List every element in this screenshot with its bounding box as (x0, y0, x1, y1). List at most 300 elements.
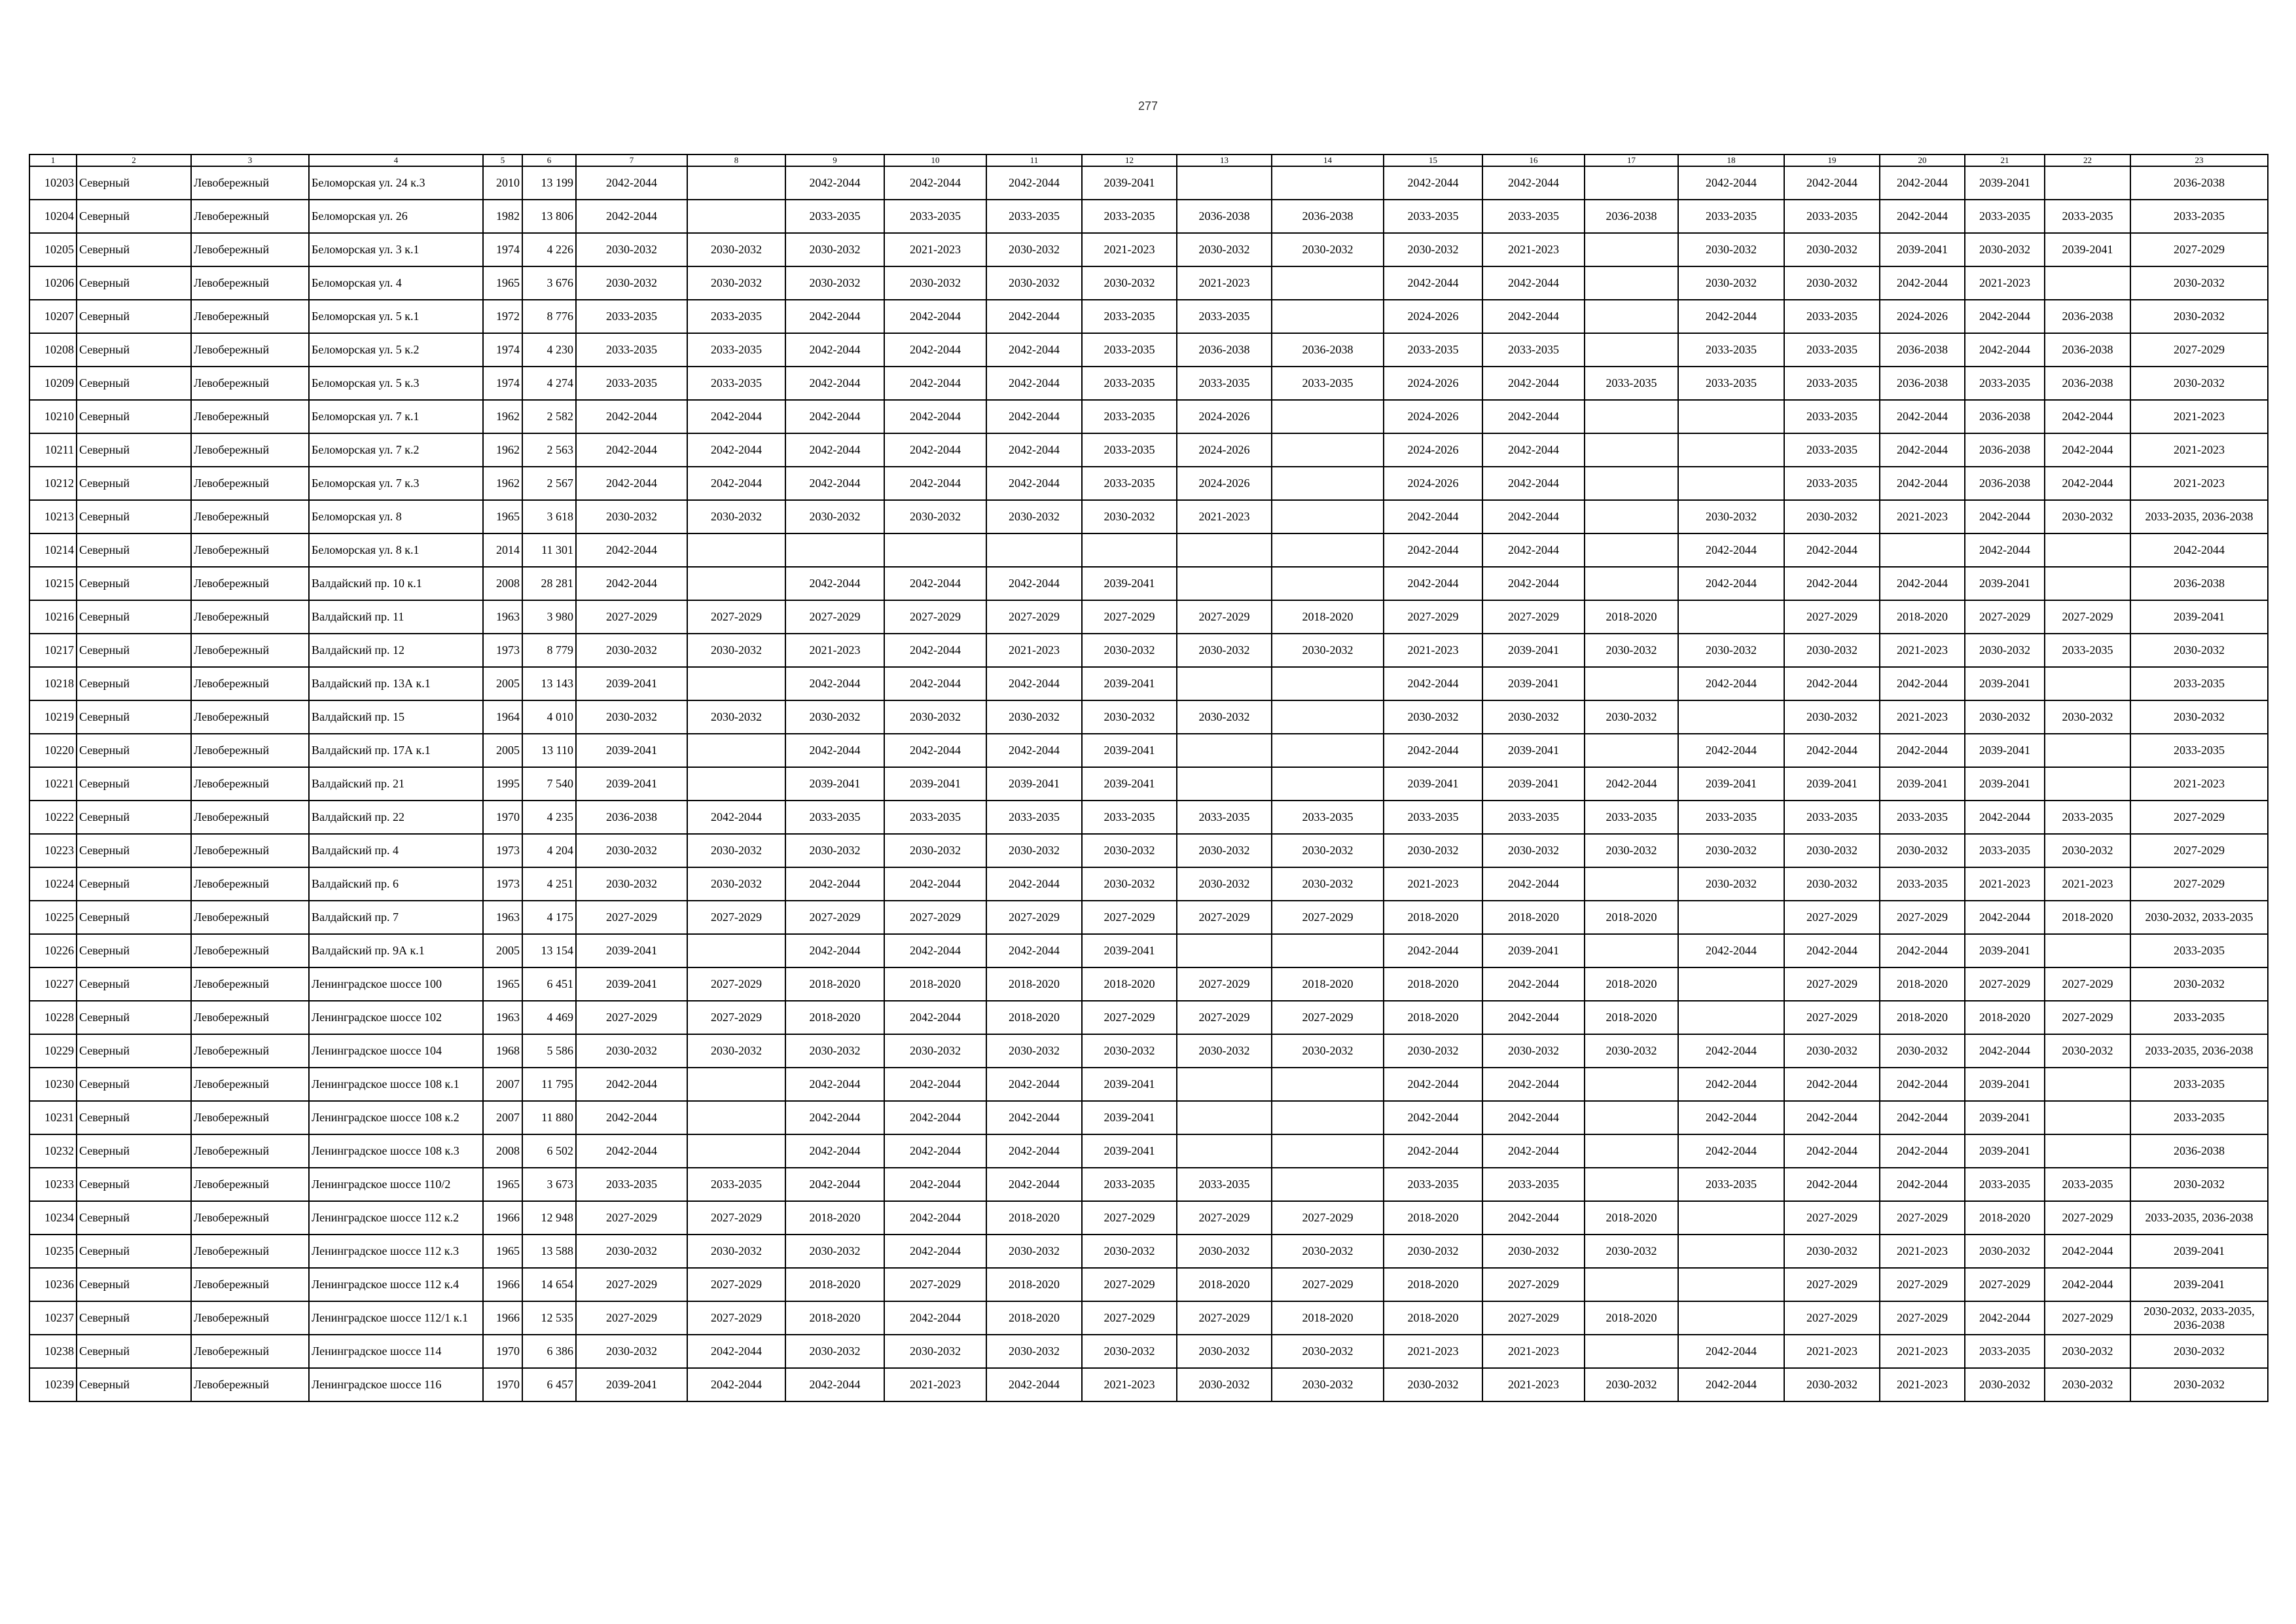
table-cell: 2042-2044 (884, 1068, 986, 1101)
table-cell: Левобережный (191, 767, 309, 801)
table-cell: 10227 (29, 967, 77, 1001)
table-cell (785, 533, 884, 567)
table-cell: 2027-2029 (1880, 901, 1965, 934)
table-cell: 2018-2020 (1384, 901, 1482, 934)
table-cell: 2033-2035 (1482, 333, 1585, 367)
table-cell: 10216 (29, 600, 77, 634)
table-cell: 2042-2044 (884, 867, 986, 901)
table-row (29, 1335, 2268, 1368)
table-cell: 1965 (483, 1235, 522, 1268)
table-cell: 10234 (29, 1201, 77, 1235)
table-cell: Левобережный (191, 433, 309, 467)
table-cell: 2042-2044 (884, 634, 986, 667)
table-cell (687, 734, 785, 767)
table-cell: 2027-2029 (1272, 1201, 1384, 1235)
table-cell: Левобережный (191, 801, 309, 834)
table-cell (1585, 667, 1678, 700)
table-cell (1585, 867, 1678, 901)
table-cell: 2027-2029 (2045, 1001, 2130, 1034)
table-cell: 2007 (483, 1068, 522, 1101)
table-cell: 2042-2044 (884, 467, 986, 500)
table-cell (1585, 734, 1678, 767)
table-cell: Левобережный (191, 1034, 309, 1068)
table-cell: 4 204 (522, 834, 576, 867)
table-cell: 2018-2020 (1272, 600, 1384, 634)
table-cell: 10231 (29, 1101, 77, 1134)
table-cell: 2033-2035 (1784, 801, 1880, 834)
table-cell: 1995 (483, 767, 522, 801)
table-cell: 2042-2044 (1678, 1068, 1784, 1101)
table-cell (1585, 1134, 1678, 1168)
table-cell: 2042-2044 (1678, 567, 1784, 600)
table-cell: 2036-2038 (1880, 333, 1965, 367)
table-cell: Северный (77, 734, 191, 767)
table-cell: 10226 (29, 934, 77, 967)
table-cell (2045, 667, 2130, 700)
table-cell: 2042-2044 (1482, 500, 1585, 533)
table-cell: 2042-2044 (884, 934, 986, 967)
table-cell: 2033-2035 (1082, 801, 1177, 834)
table-cell: 2030-2032 (1384, 233, 1482, 266)
table-cell: 2027-2029 (1177, 1201, 1272, 1235)
table-cell: 2039-2041 (1965, 166, 2045, 200)
table-cell: 2042-2044 (785, 1134, 884, 1168)
table-cell: 2042-2044 (785, 300, 884, 333)
table-cell: Левобережный (191, 367, 309, 400)
table-cell (687, 1068, 785, 1101)
table-cell: 2018-2020 (1880, 600, 1965, 634)
table-cell: 2018-2020 (1384, 1268, 1482, 1301)
table-cell: 2042-2044 (1482, 1134, 1585, 1168)
table-cell: 2018-2020 (785, 1201, 884, 1235)
table-cell: 2030-2032 (2130, 700, 2268, 734)
table-cell: 2021-2023 (986, 634, 1082, 667)
table-cell: 2018-2020 (1880, 1001, 1965, 1034)
table-cell: 2024-2026 (1384, 400, 1482, 433)
table-cell (1585, 1168, 1678, 1201)
table-cell: Ленинградское шоссе 100 (309, 967, 483, 1001)
table-cell (1177, 1101, 1272, 1134)
table-cell: Левобережный (191, 1235, 309, 1268)
table-cell: 10235 (29, 1235, 77, 1268)
column-number-cell: 21 (1965, 154, 2045, 166)
table-cell: 2027-2029 (687, 1268, 785, 1301)
table-cell: 2033-2035 (1965, 834, 2045, 867)
table-cell: 2005 (483, 667, 522, 700)
table-cell: Северный (77, 801, 191, 834)
table-cell: 2027-2029 (576, 901, 687, 934)
table-cell: 2039-2041 (1965, 1068, 2045, 1101)
table-cell: 2036-2038 (576, 801, 687, 834)
table-cell: 2018-2020 (785, 967, 884, 1001)
table-cell: 2021-2023 (2130, 400, 2268, 433)
table-cell: 2033-2035 (1784, 400, 1880, 433)
table-cell (1272, 533, 1384, 567)
table-cell: 2042-2044 (1784, 934, 1880, 967)
table-cell: 2021-2023 (1965, 266, 2045, 300)
table-cell: 2033-2035 (1585, 367, 1678, 400)
table-cell: 2030-2032 (1784, 867, 1880, 901)
table-cell: Беломорская ул. 8 (309, 500, 483, 533)
table-cell: 2033-2035 (2130, 200, 2268, 233)
table-cell: 2042-2044 (785, 734, 884, 767)
table-cell: 10204 (29, 200, 77, 233)
table-cell: Левобережный (191, 333, 309, 367)
table-row (29, 767, 2268, 801)
table-cell: 2042-2044 (884, 734, 986, 767)
table-cell: 10209 (29, 367, 77, 400)
table-cell: Северный (77, 1168, 191, 1201)
table-cell: Валдайский пр. 12 (309, 634, 483, 667)
table-cell: 2027-2029 (785, 901, 884, 934)
table-cell: 2033-2035 (687, 367, 785, 400)
table-row (29, 1201, 2268, 1235)
table-cell (1585, 400, 1678, 433)
table-cell: 3 618 (522, 500, 576, 533)
table-cell: 2021-2023 (2130, 467, 2268, 500)
table-cell: 2018-2020 (1082, 967, 1177, 1001)
table-cell: Левобережный (191, 734, 309, 767)
table-row (29, 1268, 2268, 1301)
table-cell: 13 588 (522, 1235, 576, 1268)
table-cell: 2030-2032 (884, 500, 986, 533)
table-cell: 2027-2029 (1880, 1201, 1965, 1235)
table-cell: 2042-2044 (576, 533, 687, 567)
table-cell: 13 143 (522, 667, 576, 700)
table-cell: 2042-2044 (1784, 1168, 1880, 1201)
table-cell: 10211 (29, 433, 77, 467)
table-cell: 2018-2020 (1272, 967, 1384, 1001)
table-cell: 10222 (29, 801, 77, 834)
table-cell: 2018-2020 (1965, 1201, 2045, 1235)
table-cell: 2042-2044 (884, 567, 986, 600)
table-cell: 2033-2035 (884, 200, 986, 233)
table-cell: 2027-2029 (1082, 901, 1177, 934)
table-cell: 10219 (29, 700, 77, 734)
table-cell (687, 934, 785, 967)
table-cell: 2030-2032 (1965, 700, 2045, 734)
table-cell: 2033-2035 (1965, 1335, 2045, 1368)
table-cell (1585, 1068, 1678, 1101)
table-cell: 2033-2035 (1384, 1168, 1482, 1201)
table-cell: 2030-2032 (884, 834, 986, 867)
table-cell (1678, 967, 1784, 1001)
table-cell: 2018-2020 (785, 1301, 884, 1335)
table-cell: 2021-2023 (1384, 1335, 1482, 1368)
table-cell (1272, 934, 1384, 967)
table-cell: 2039-2041 (1965, 934, 2045, 967)
table-cell: 1970 (483, 801, 522, 834)
table-cell: 2042-2044 (986, 1368, 1082, 1401)
table-cell: 2042-2044 (1678, 300, 1784, 333)
table-cell: 2005 (483, 934, 522, 967)
table-cell: 2030-2032 (1082, 1235, 1177, 1268)
table-cell: 2030-2032 (1272, 834, 1384, 867)
table-cell: 2030-2032 (576, 867, 687, 901)
table-cell (1678, 1301, 1784, 1335)
table-cell: 2033-2035 (1082, 367, 1177, 400)
table-cell: 2042-2044 (785, 1101, 884, 1134)
table-cell: Беломорская ул. 7 к.2 (309, 433, 483, 467)
table-cell: 2042-2044 (1880, 266, 1965, 300)
table-cell: 2030-2032 (576, 500, 687, 533)
table-cell: 2042-2044 (1384, 567, 1482, 600)
table-cell: 2039-2041 (1082, 667, 1177, 700)
table-cell: 2033-2035 (1678, 367, 1784, 400)
table-cell: 2027-2029 (687, 1301, 785, 1335)
table-cell: 2042-2044 (576, 467, 687, 500)
table-cell (687, 1134, 785, 1168)
table-cell: 2042-2044 (884, 1235, 986, 1268)
table-cell: 2030-2032 (687, 700, 785, 734)
table-cell: 4 469 (522, 1001, 576, 1034)
table-cell: 2030-2032 (687, 1235, 785, 1268)
table-cell: 10203 (29, 166, 77, 200)
table-cell: 2021-2023 (1965, 867, 2045, 901)
table-cell: 2030-2032 (1082, 834, 1177, 867)
table-cell: 2018-2020 (1384, 1301, 1482, 1335)
table-cell: 2018-2020 (986, 1001, 1082, 1034)
table-row (29, 333, 2268, 367)
table-cell: 2042-2044 (1482, 967, 1585, 1001)
table-cell: 2021-2023 (1880, 1368, 1965, 1401)
table-cell: 2042-2044 (785, 1068, 884, 1101)
table-cell: 2018-2020 (785, 1001, 884, 1034)
table-cell: 1962 (483, 433, 522, 467)
table-cell: 1974 (483, 367, 522, 400)
table-cell: 2024-2026 (1384, 367, 1482, 400)
table-row (29, 867, 2268, 901)
table-row (29, 667, 2268, 700)
table-cell: 2027-2029 (576, 1268, 687, 1301)
table-row (29, 1101, 2268, 1134)
table-cell: 2042-2044 (884, 333, 986, 367)
table-cell: 2033-2035 (1082, 400, 1177, 433)
table-cell: 2027-2029 (1482, 600, 1585, 634)
table-cell: 2033-2035 (1082, 467, 1177, 500)
table-cell: 2027-2029 (1784, 901, 1880, 934)
table-cell (1678, 600, 1784, 634)
table-cell: 2039-2041 (1082, 1101, 1177, 1134)
table-cell: 2042-2044 (884, 367, 986, 400)
table-row (29, 567, 2268, 600)
table-cell: 2033-2035 (1585, 801, 1678, 834)
table-cell: 1966 (483, 1201, 522, 1235)
table-cell: 2030-2032 (1678, 266, 1784, 300)
table-cell: 2033-2035 (1784, 467, 1880, 500)
table-cell: 2018-2020 (1177, 1268, 1272, 1301)
table-row (29, 266, 2268, 300)
table-cell: 2018-2020 (1965, 1001, 2045, 1034)
table-cell: 2033-2035 (1384, 801, 1482, 834)
table-cell: 2027-2029 (1784, 1201, 1880, 1235)
table-cell: 2030-2032 (1082, 634, 1177, 667)
table-cell: Ленинградское шоссе 116 (309, 1368, 483, 1401)
column-number-cell: 18 (1678, 154, 1784, 166)
table-cell (1272, 1101, 1384, 1134)
table-cell: 2042-2044 (1384, 1134, 1482, 1168)
table-cell: 2042-2044 (1784, 1101, 1880, 1134)
table-cell: 2042-2044 (1482, 533, 1585, 567)
table-cell: 2030-2032 (2130, 1368, 2268, 1401)
table-cell: 10233 (29, 1168, 77, 1201)
column-number-cell: 8 (687, 154, 785, 166)
table-cell: 2018-2020 (1272, 1301, 1384, 1335)
table-cell: 2030-2032 (986, 1335, 1082, 1368)
column-number-cell: 7 (576, 154, 687, 166)
table-cell: 2030-2032 (576, 700, 687, 734)
table-cell: 2030-2032 (1784, 1368, 1880, 1401)
table-cell (1678, 1001, 1784, 1034)
table-cell: 2030-2032 (1272, 1235, 1384, 1268)
table-cell: 2021-2023 (1384, 634, 1482, 667)
table-cell: 2030-2032 (1482, 1034, 1585, 1068)
table-cell: Беломорская ул. 5 к.3 (309, 367, 483, 400)
table-cell: 2039-2041 (1965, 767, 2045, 801)
table-cell: 2042-2044 (884, 400, 986, 433)
table-cell (687, 166, 785, 200)
table-cell: Левобережный (191, 200, 309, 233)
table-cell: 2030-2032 (1177, 700, 1272, 734)
table-cell: 2 582 (522, 400, 576, 433)
table-row (29, 433, 2268, 467)
table-cell: 1974 (483, 333, 522, 367)
table-cell: 2036-2038 (1965, 433, 2045, 467)
table-row (29, 834, 2268, 867)
table-cell: 2030-2032 (884, 1034, 986, 1068)
table-cell: 10206 (29, 266, 77, 300)
table-cell: 2042-2044 (576, 433, 687, 467)
table-cell: 2042-2044 (2045, 467, 2130, 500)
table-cell (1272, 266, 1384, 300)
table-cell: 2033-2035 (1177, 801, 1272, 834)
table-cell: Левобережный (191, 600, 309, 634)
table-cell: 2033-2035 (687, 300, 785, 333)
table-cell: 13 110 (522, 734, 576, 767)
column-number-cell: 2 (77, 154, 191, 166)
table-cell: 2042-2044 (785, 1368, 884, 1401)
table-cell: Северный (77, 934, 191, 967)
table-cell: 2030-2032 (1880, 834, 1965, 867)
table-cell (1585, 433, 1678, 467)
table-cell: 2042-2044 (986, 467, 1082, 500)
table-cell: Северный (77, 266, 191, 300)
table-cell: 2030-2032 (1272, 1368, 1384, 1401)
table-cell (2045, 1134, 2130, 1168)
table-cell (1585, 233, 1678, 266)
table-cell: 2030-2032 (1177, 1034, 1272, 1068)
table-cell: 2027-2029 (687, 1001, 785, 1034)
table-cell (1585, 567, 1678, 600)
table-cell: 2018-2020 (1585, 967, 1678, 1001)
table-cell: 2042-2044 (986, 1101, 1082, 1134)
table-cell: 2021-2023 (884, 233, 986, 266)
table-cell: 2030-2032 (2045, 700, 2130, 734)
table-cell: 1973 (483, 634, 522, 667)
table-cell: Левобережный (191, 867, 309, 901)
table-cell: 2030-2032 (1272, 634, 1384, 667)
table-cell: 2021-2023 (1177, 266, 1272, 300)
column-number-row (29, 154, 2268, 166)
table-cell: 2042-2044 (785, 467, 884, 500)
table-row (29, 300, 2268, 333)
table-cell: 2027-2029 (576, 1001, 687, 1034)
table-cell: 2042-2044 (1384, 934, 1482, 967)
table-cell: Северный (77, 166, 191, 200)
table-cell: 8 779 (522, 634, 576, 667)
table-cell: 1966 (483, 1268, 522, 1301)
column-number-cell: 15 (1384, 154, 1482, 166)
table-cell: 1965 (483, 967, 522, 1001)
table-cell: 2021-2023 (884, 1368, 986, 1401)
table-cell: 2033-2035 (1272, 367, 1384, 400)
table-cell: 2033-2035 (1784, 433, 1880, 467)
table-cell: Валдайский пр. 7 (309, 901, 483, 934)
table-cell: 2042-2044 (884, 1101, 986, 1134)
table-cell (1272, 500, 1384, 533)
column-number-cell: 3 (191, 154, 309, 166)
table-cell: 2042-2044 (2045, 433, 2130, 467)
table-cell: 2033-2035 (2045, 634, 2130, 667)
table-cell: 2018-2020 (884, 967, 986, 1001)
table-cell: Северный (77, 233, 191, 266)
table-cell: 2033-2035 (785, 200, 884, 233)
table-cell: 2030-2032 (2045, 1368, 2130, 1401)
table-cell: Левобережный (191, 300, 309, 333)
table-cell: Северный (77, 1235, 191, 1268)
table-cell: 2024-2026 (1177, 467, 1272, 500)
table-cell: 11 880 (522, 1101, 576, 1134)
table-cell: 2042-2044 (1784, 1068, 1880, 1101)
table-cell (1177, 1068, 1272, 1101)
table-cell: 13 806 (522, 200, 576, 233)
table-cell: Валдайский пр. 17А к.1 (309, 734, 483, 767)
table-cell: 2021-2023 (1482, 1368, 1585, 1401)
table-cell (1585, 1335, 1678, 1368)
table-cell: 2042-2044 (1384, 1068, 1482, 1101)
table-cell: 1972 (483, 300, 522, 333)
table-cell: 2042-2044 (986, 667, 1082, 700)
table-row (29, 166, 2268, 200)
table-cell: 2027-2029 (1082, 1201, 1177, 1235)
table-cell: 2039-2041 (576, 934, 687, 967)
table-cell: 2042-2044 (1965, 901, 2045, 934)
table-cell: 2042-2044 (986, 166, 1082, 200)
table-cell: 2030-2032 (1784, 834, 1880, 867)
table-cell: 2024-2026 (1177, 433, 1272, 467)
table-cell: Северный (77, 867, 191, 901)
table-row (29, 1368, 2268, 1401)
table-cell: Левобережный (191, 567, 309, 600)
table-cell (687, 667, 785, 700)
table-cell: 2039-2041 (2130, 1268, 2268, 1301)
table-cell: 2039-2041 (1880, 767, 1965, 801)
table-cell: 2030-2032 (2130, 266, 2268, 300)
table-cell: 2027-2029 (986, 901, 1082, 934)
table-cell: 2042-2044 (785, 433, 884, 467)
table-cell (1678, 467, 1784, 500)
table-cell: 2042-2044 (687, 1368, 785, 1401)
table-cell: 2042-2044 (1482, 433, 1585, 467)
table-cell: 2018-2020 (1384, 1001, 1482, 1034)
table-cell: Северный (77, 300, 191, 333)
table-cell: 2030-2032 (986, 266, 1082, 300)
table-cell: 28 281 (522, 567, 576, 600)
table-cell (1177, 567, 1272, 600)
table-cell: 2039-2041 (1082, 1068, 1177, 1101)
table-cell: 2030-2032 (576, 1235, 687, 1268)
table-cell: 2030-2032 (2045, 1034, 2130, 1068)
